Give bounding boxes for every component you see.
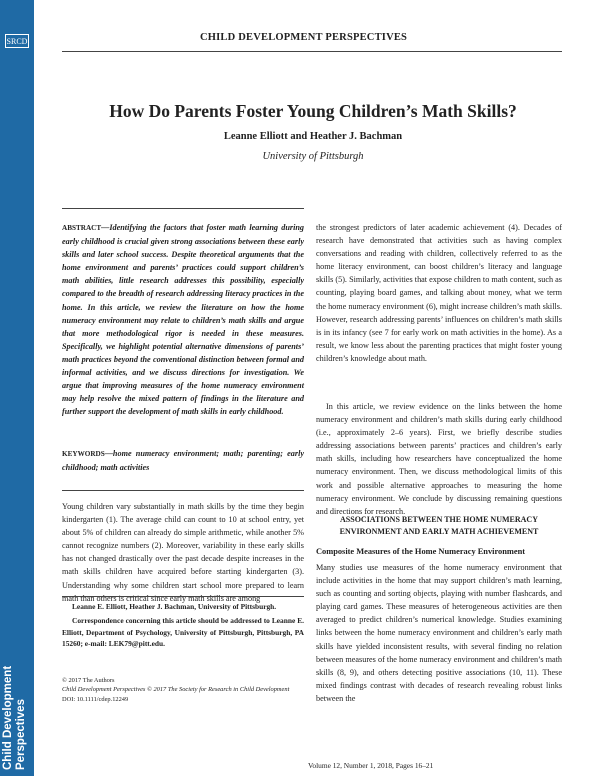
keywords (62, 447, 304, 474)
abstract (62, 221, 304, 418)
keywords-text: —home numeracy environment; math; parenting; early childhood; math activities (62, 449, 304, 473)
header-rule (62, 51, 562, 52)
journal-sidebar (0, 0, 34, 776)
correspondence-note: Correspondence concerning this article should be addressed to Leanne E. Elliott, Department of Psychology, University of Pittsburgh, Pittsburgh, PA 15260; e-mail: LEK79@pitt.edu. (62, 616, 304, 649)
body-paragraph-3: Many studies use measures of the home numeracy environment that include activities in the home that may support children’s math learning, such as counting and sorting objects, playing with number flashcards, and playing card games. These measures of heterogeneous activities are then averaged to predict children’s numerical knowledge. Studies examining links between the home numeracy environment and children’s early math skills have yielded inconsistent results, with several finding no relation between measures of the home numeracy environment and children’s math skills (8, 9), and others detecting positive associations (10, 11). These mixed findings contrast with decades of research revealing robust links between the (316, 563, 562, 703)
keywords-label: KEYWORDS (62, 450, 105, 458)
intro-paragraph: Young children vary substantially in math skills by the time they begin kindergarten (1). The average child can count to 10 at school entry, yet about 5% of children can already do simple arithmetic, while another 5% cannot recognize numbers (2). Moreover, variability in these early skills has not changed drastically over the past decade despite increases in the math skills children have acquired before starting kindergarten (3). Understanding why some children start school more prepared to learn math than others is critical since early math skills are among (62, 502, 304, 603)
sidebar-title-line-1: Child Development (2, 665, 14, 770)
abstract-top-rule (62, 208, 304, 209)
article-title: How Do Parents Foster Young Children’s Math Skills? (109, 101, 517, 121)
journal-header: CHILD DEVELOPMENT PERSPECTIVES (200, 32, 408, 43)
doi-line: DOI: 10.1111/cdep.12249 (62, 695, 129, 703)
author-note: Leanne E. Elliott, Heather J. Bachman, University of Pittsburgh. (72, 602, 277, 611)
notes-rule (62, 596, 304, 597)
abstract-bottom-rule (62, 490, 304, 491)
sidebar-journal-title (2, 666, 28, 770)
body-paragraph-1: the strongest predictors of later academic achievement (4). Decades of research have demonstrated that activities such as having complex conversations and reading with children, collectively referred to as the home literacy environment, can boost children’s literacy and language skills (5). Similarly, activities that expose children to math content, such as counting, playing board games, and talking about money, what we term the home numeracy environment (6), might increase children’s math skills. However, research addressing parents’ influences on children’s math skills is in its infancy (see 7 for early work on math activities in the home). As a result, we know less about the parenting practices that might foster young children’s knowledge about math. (316, 223, 562, 363)
article-authors: Leanne Elliott and Heather J. Bachman (223, 131, 403, 142)
copyright-block (62, 676, 312, 704)
journal-copyright-line: Child Development Perspectives © 2017 The Society for Research in Child Development (62, 686, 290, 694)
page-footer: Volume 12, Number 1, 2018, Pages 16–21 (308, 761, 434, 770)
author-affiliation: University of Pittsburgh (262, 151, 364, 162)
sidebar-title-line-2: Perspectives (15, 699, 27, 770)
srcd-logo: SRCD (5, 34, 29, 48)
abstract-text: —Identifying the factors that foster math learning during early childhood is crucial given strong associations between these early skills and later school success. Despite theoretical arguments that the home environment and parents’ practices could support children’s math abilities, little research addresses this possibility, especially compared to the breadth of research addressing literacy practices in the home. In this article, we review the literature on how the home numeracy environment may relate to children’s math skills and argue that more methodological rigor is needed in these measures. Specifically, we highlight potential alternative dimensions of parents’ math practices beyond the conventional distinction between formal and informal activities, and we discuss directions for investigation. We argue that improving measures of the home numeracy environment may help resolve the mixed pattern of findings in the literature and further support the development of math skills in early childhood. (62, 223, 304, 417)
abstract-label: ABSTRACT (62, 224, 102, 232)
copyright-line: © 2017 The Authors (62, 677, 115, 684)
body-paragraph-2: In this article, we review evidence on the links between the home numeracy environment and children’s math skills during early childhood (i.e., approximately 2–6 years). First, we briefly describe studies addressing associations between parents’ practices and children’s early math skills, including how researchers have conceptualized the home numeracy environment. Then, we discuss methodological limits of this work and possible alternative approaches to measuring the home numeracy environment. We conclude by discussing remaining questions and directions for research. (316, 402, 562, 516)
section-heading: ASSOCIATIONS BETWEEN THE HOME NUMERACY ENVIRONMENT AND EARLY MATH ACHIEVEMENT (339, 515, 539, 537)
subsection-heading: Composite Measures of the Home Numeracy Environment (316, 547, 526, 556)
